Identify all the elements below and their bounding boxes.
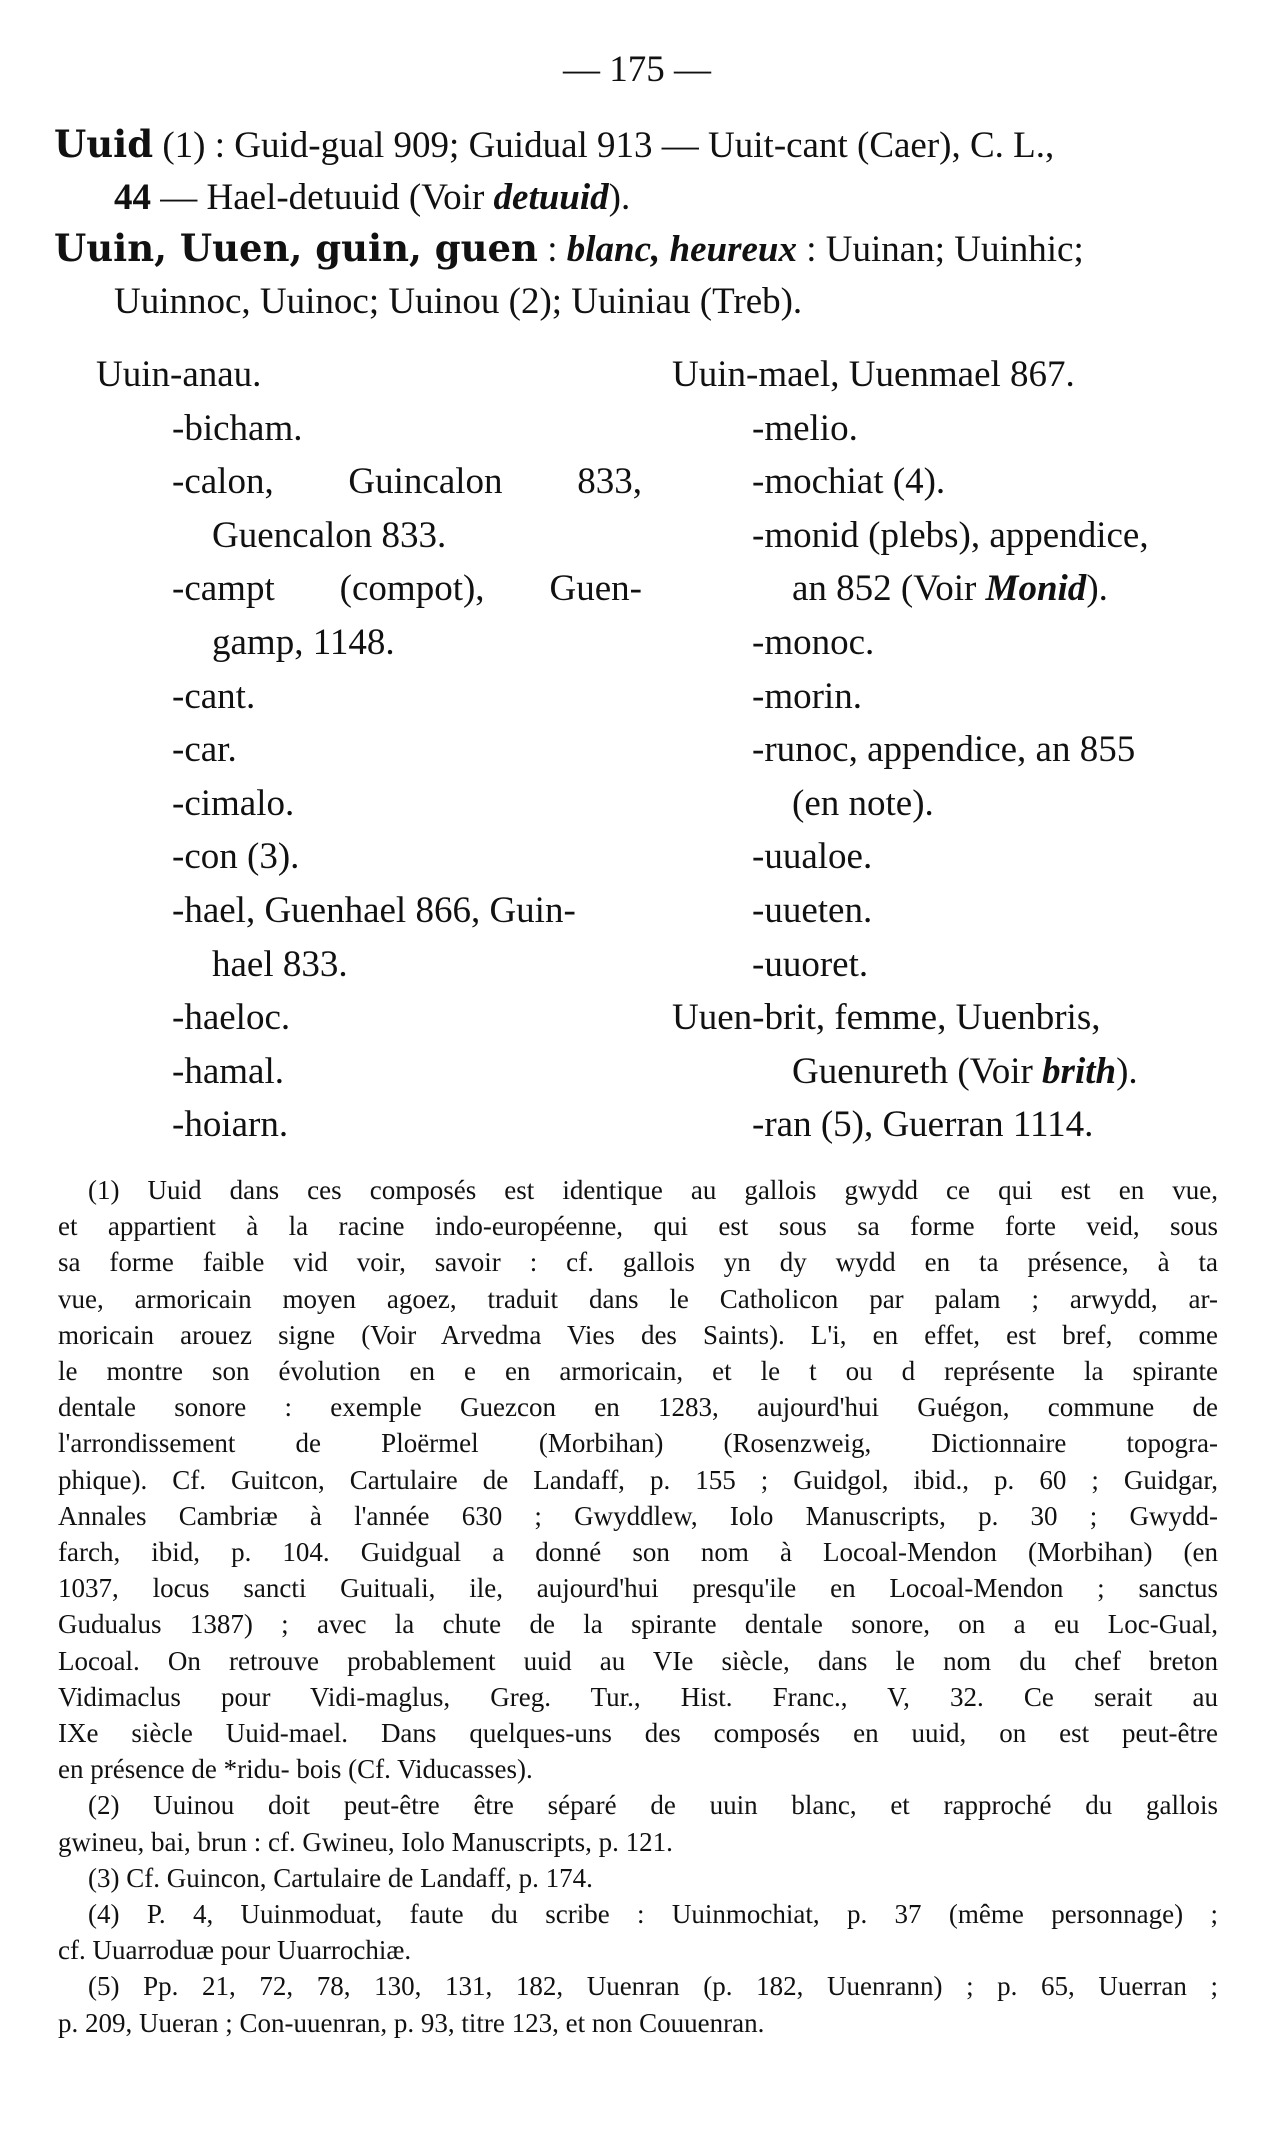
compound-line: hael 833.	[212, 943, 348, 985]
compound-line: -campt (compot), Guen-	[172, 568, 642, 610]
footnote-line: IXe siècle Uuid-mael. Dans quelques-uns des composés en uuid, on est peut-être	[58, 1718, 1218, 1749]
footnote-line: (4) P. 4, Uuinmoduat, faute du scribe : Uuinmochiat, p. 37 (même personnage) ;	[88, 1899, 1218, 1930]
compound-line: Guencalon 833.	[212, 514, 447, 556]
compound-line: -mochiat (4).	[752, 461, 946, 503]
footnote-line: Annales Cambriæ à l'année 630 ; Gwyddlew, Iolo Manuscripts, p. 30 ; Gwydd-	[58, 1500, 1218, 1531]
compound-line: -cimalo.	[172, 782, 295, 824]
compound-text: ).	[1116, 1050, 1138, 1092]
compound-line: gamp, 1148.	[212, 621, 395, 663]
compound-line: Uuin-anau.	[96, 354, 262, 395]
compound-line: -uualoe.	[752, 836, 873, 878]
compound-text: an 852 (Voir	[792, 568, 986, 610]
entry-number: 44	[114, 177, 151, 218]
compound-line: -hoiarn.	[172, 1104, 289, 1146]
dictionary-entry-uuid	[54, 118, 1214, 224]
footnote-line: phique). Cf. Guitcon, Cartulaire de Landaff, p. 155 ; Guidgol, ibid., p. 60 ; Guidgar,	[58, 1464, 1218, 1495]
headword: Uuid	[54, 122, 154, 166]
footnotes	[58, 1172, 1218, 2041]
footnote-line: l'arrondissement de Ploërmel (Morbihan) (Rosenzweig, Dictionnaire topogra-	[58, 1428, 1218, 1459]
dictionary-entry-uuin	[54, 222, 1214, 328]
compound-line: -calon, Guincalon 833,	[172, 461, 642, 503]
cross-reference: Monid	[985, 568, 1087, 610]
compound-line: -car.	[172, 729, 237, 771]
compound-line: -bicham.	[172, 407, 303, 449]
compound-text: ).	[1086, 568, 1108, 610]
entry-text: : Uuinan; Uuinhic;	[797, 229, 1084, 270]
compound-line: (en note).	[792, 782, 934, 824]
footnote-line: et appartient à la racine indo-européenne, qui est sous sa forme forte veid, sous	[58, 1211, 1218, 1242]
cross-reference: detuuid	[493, 177, 609, 218]
compound-line	[672, 1045, 1232, 1099]
compound-line: -hael, Guenhael 866, Guin-	[172, 889, 576, 931]
compounds-right-column	[672, 348, 1232, 1152]
entry-line	[54, 222, 1214, 276]
compound-line: -cant.	[172, 675, 256, 717]
footnote-line: farch, ibid, p. 104. Guidgual a donné son nom à Locoal-Mendon (Morbihan) (en	[58, 1537, 1218, 1568]
footnote-line: gwineu, bai, brun : cf. Gwineu, Iolo Manuscripts, p. 121.	[58, 1826, 673, 1857]
compound-line: -haeloc.	[172, 997, 291, 1039]
compound-line: -monoc.	[752, 621, 875, 663]
compound-line: -morin.	[752, 675, 862, 717]
footnote-line: dentale sonore : exemple Guezcon en 1283, aujourd'hui Guégon, commune de	[58, 1392, 1218, 1423]
compound-line: -ran (5), Guerran 1114.	[752, 1104, 1094, 1146]
footnote-line: Gudualus 1387) ; avec la chute de la spirante dentale sonore, on a eu Loc-Gual,	[58, 1609, 1218, 1640]
entry-text: (1) : Guid-gual 909; Guidual 913 — Uuit-cant (Caer), C. L.,	[153, 125, 1055, 166]
cross-reference: brith	[1042, 1050, 1117, 1092]
footnote-line: cf. Uuarroduæ pour Uuarrochiæ.	[58, 1935, 412, 1966]
footnote-line: sa forme faible vid voir, savoir : cf. gallois yn dy wydd en ta présence, à ta	[58, 1247, 1218, 1278]
footnote-line: p. 209, Uueran ; Con-uuenran, p. 93, titre 123, et non Couuenran.	[58, 2007, 765, 2038]
compounds-left-column	[96, 348, 656, 1152]
entry-text: ).	[608, 177, 631, 218]
compound-line	[672, 562, 1232, 616]
footnote-line: moricain arouez signe (Voir Arvedma Vies des Saints). L'i, en effet, est bref, comme	[58, 1319, 1218, 1350]
compound-line: -melio.	[752, 407, 858, 449]
footnote-line: Vidimaclus pour Vidi-maglus, Greg. Tur., Hist. Franc., V, 32. Ce serait au	[58, 1681, 1218, 1712]
compound-line: -runoc, appendice, an 855	[752, 729, 1136, 771]
footnote-line: en présence de *ridu- bois (Cf. Viducasses).	[58, 1754, 533, 1785]
compound-line: -hamal.	[172, 1050, 284, 1092]
headword: Uuin, Uuen, guin, guen	[54, 226, 538, 270]
entry-text: — Hael-detuuid (Voir	[151, 177, 494, 218]
entry-text: Uuinnoc, Uuinoc; Uuinou (2); Uuiniau (Treb).	[114, 281, 803, 322]
entry-line	[54, 118, 1214, 172]
compound-line: -uueten.	[752, 889, 873, 931]
compound-line: -uuoret.	[752, 943, 869, 985]
footnote-line: (3) Cf. Guincon, Cartulaire de Landaff, p. 174.	[88, 1862, 593, 1893]
footnote-line: (2) Uuinou doit peut-être être séparé de uuin blanc, et rapproché du gallois	[88, 1790, 1218, 1821]
footnote-line: vue, armoricain moyen agoez, traduit dans le Catholicon par palam ; arwydd, ar-	[58, 1283, 1218, 1314]
footnote-line: le montre son évolution en e en armoricain, et le t ou d représente la spirante	[58, 1356, 1218, 1387]
entry-line	[54, 172, 1214, 224]
footnote-line: (5) Pp. 21, 72, 78, 130, 131, 182, Uuenran (p. 182, Uuenrann) ; p. 65, Uuerran ;	[88, 1971, 1218, 2002]
compound-line: Uuin-mael, Uuenmael 867.	[672, 354, 1075, 395]
entry-text: :	[537, 229, 567, 270]
compound-text: Guenureth (Voir	[792, 1050, 1043, 1092]
footnote-line: 1037, locus sancti Guituali, ile, aujourd'hui presqu'ile en Locoal-Mendon ; sanctus	[58, 1573, 1218, 1604]
entry-line	[54, 276, 1214, 328]
definition: blanc, heureux	[566, 229, 798, 270]
compound-line: Uuen-brit, femme, Uuenbris,	[672, 997, 1101, 1039]
compound-line: -monid (plebs), appendice,	[752, 514, 1149, 556]
compound-line: -con (3).	[172, 836, 300, 878]
footnote-line: (1) Uuid dans ces composés est identique au gallois gwydd ce qui est en vue,	[88, 1175, 1218, 1205]
page-number: — 175 —	[563, 49, 711, 90]
footnote-line: Locoal. On retrouve probablement uuid au VIe siècle, dans le nom du chef breton	[58, 1645, 1218, 1676]
